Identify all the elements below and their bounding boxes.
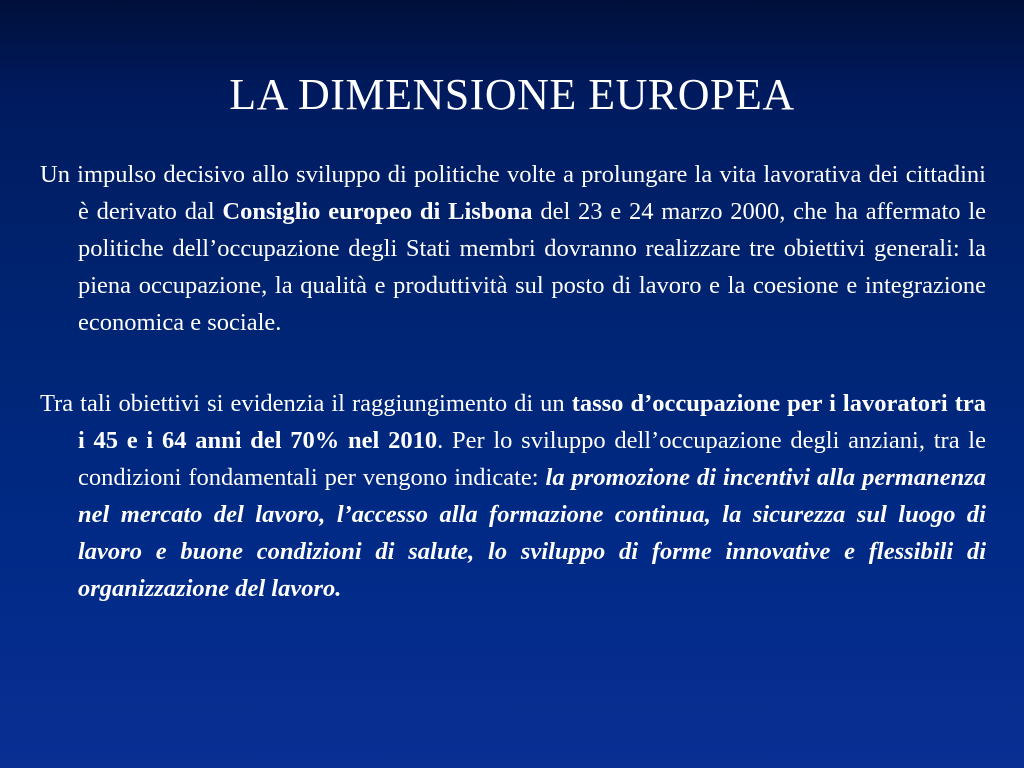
paragraph-1-text-b: del 23 e 24 marzo 2000, che ha affermato le politiche dell’occupazione degli Stati membri dovranno realizzare tre obiettivi generali: la piena occupazione, la qualità e produttività sul posto di lavoro e la coesione e integrazione economica e sociale. <box>78 198 987 336</box>
paragraph-employment-target <box>40 385 986 607</box>
slide-title: LA DIMENSIONE EUROPEA <box>229 70 795 119</box>
paragraph-2-text-a: Tra tali obiettivi si evidenzia il raggiungimento di un <box>40 390 572 417</box>
slide-body <box>40 156 986 607</box>
paragraph-2-bold: tasso d’occupazione per i lavoratori tra i 45 e i 64 anni del 70% nel 2010 <box>78 390 986 454</box>
paragraph-1-bold: Consiglio europeo di Lisbona <box>222 198 533 225</box>
paragraph-lisbon-council <box>40 156 986 341</box>
paragraph-1-text-a: Un impulso decisivo allo sviluppo di politiche volte a prolungare la vita lavorativa dei cittadini è derivato dal <box>40 161 986 225</box>
paragraph-2-bold-italic: la promozione di incentivi alla permanenza nel mercato del lavoro, l’accesso alla formazione continua, la sicurezza sul luogo di lavoro e buone condizioni di salute, lo sviluppo di forme innovative e flessibili di organizzazione del lavoro. <box>78 464 987 602</box>
paragraph-2-text-b: . Per lo sviluppo dell’occupazione degli anziani, tra le condizioni fondamentali per vengono indicate: <box>78 427 986 491</box>
